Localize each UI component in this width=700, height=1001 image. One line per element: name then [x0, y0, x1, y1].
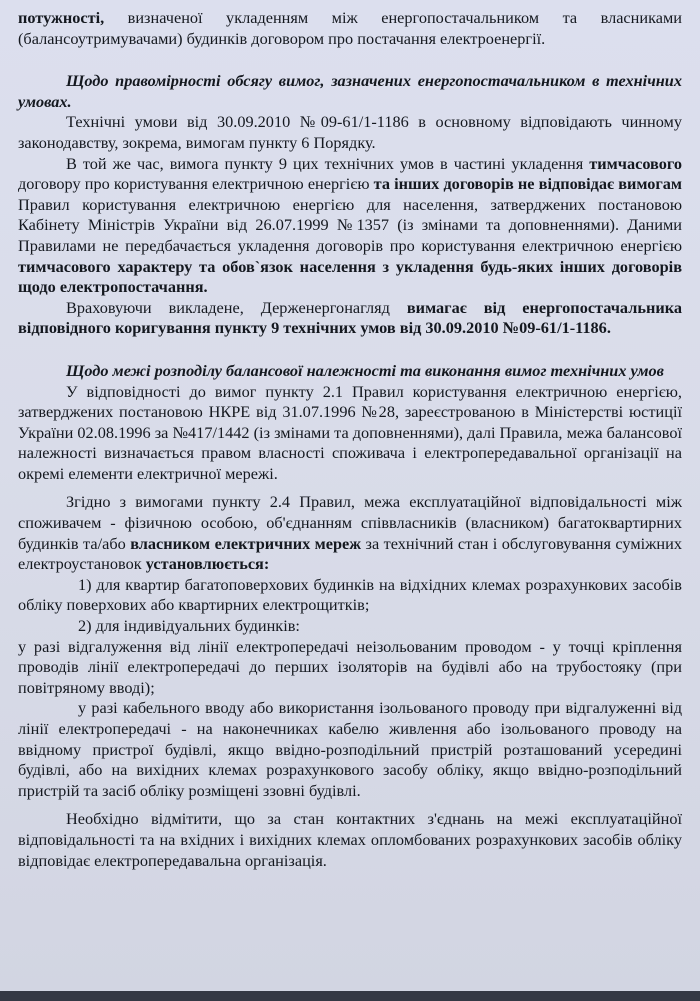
- bold-run: установлюється:: [145, 554, 270, 574]
- text-run: Правил користування електричною енергією для населення, затверджених постановою Кабінету Міністрів України від 26.07.1999 №1357 (із змінами та доповненнями). Даними Правилами не передбачається укладення договорів про користування електричною енергією: [18, 194, 682, 255]
- bold-run: вимагає від енергопостачальника відповідного коригування пункту 9 технічних умов від 30.09.2010 №09-61/1-1186.: [18, 297, 682, 338]
- bold-run: та інших договорів не відповідає вимогам: [373, 174, 683, 194]
- paragraph-rules-2-1: У відповідності до вимог пункту 2.1 Правил користування електричною енергією, затверджених постановою НКРЕ від 31.07.1996 №28, зареєстрованою в Міністерстві юстиції України 02.08.1996 за №417/1442 (із змінами та доповненнями), далі Правила, межа балансової належності визначається правом власності споживача і електропередавальної організації на окремі елементи електричної мережі.: [18, 381, 682, 483]
- paragraph-contacts-responsibility: Необхідно відмітити, що за стан контактних з'єднань на межі експлуатаційної відповідальності та на вхідних і вихідних клемах опломбованих розрахункових засобів обліку відповідає електропередавальна організація.: [18, 809, 682, 870]
- text-run: Враховуючи викладене, Держенергонагляд: [66, 297, 407, 317]
- list-item-individual-houses: 2) для індивідуальних будинків:: [78, 616, 300, 636]
- bold-run: тимчасового: [589, 153, 682, 173]
- intro-paragraph: [18, 8, 682, 49]
- paragraph-temporary-contract: [18, 154, 682, 298]
- intro-text: визначеної укладенням між енергопостачальником та власниками (балансоутримувачами) будинків договором про постачання електроенергії.: [18, 8, 682, 48]
- list-subitem-cable: у разі кабельного вводу або використання ізольованого проводу при відгалуженні від лінії електропередачі - на наконечниках кабелю живлення або ізольованого проводу на ввідному пристрої будівлі, якщо ввідно-розподільний пристрій розташований усередині будівлі, або на вихідних клемах розрахункового засобу обліку, якщо ввідно-розподільний пристрій та засіб обліку розміщені ззовні будівлі.: [18, 698, 682, 800]
- text-run: Згідно з вимогами пункту 2.4 Правил, межа експлуатаційної відповідальності між споживачем - фізичною особою, об'єднанням співвласників (власником) багатоквартирних будинків та/або: [18, 492, 682, 553]
- paragraph-tech-conditions: Технічні умови від 30.09.2010 №09-61/1-1186 в основному відповідають чинному законодавству, зокрема, вимогам пункту 6 Порядку.: [18, 112, 682, 152]
- intro-bold: потужності,: [18, 8, 105, 27]
- bold-run: власником електричних мереж: [130, 533, 362, 553]
- paragraph-requirement: [18, 298, 682, 339]
- bold-run: тимчасового характеру та обов`язок населення з укладення будь-яких інших договорів щодо електропостачання.: [18, 256, 682, 297]
- text-run: за технічний стан і обслуговування суміжних електроустановок: [18, 533, 682, 574]
- paragraph-rules-2-4: [18, 492, 682, 574]
- section-heading-scope: Щодо правомірності обсягу вимог, зазначених енергопостачальником в технічних умовах.: [18, 71, 682, 111]
- section-heading-balance-boundary: Щодо межі розподілу балансової належності та виконання вимог технічних умов: [66, 360, 664, 380]
- list-subitem-overhead: у разі відгалуження від лінії електропередачі неізольованим проводом - у точці кріплення проводів лінії електропередачі до перших ізоляторів на будівлі або на трубостояку (при повітряному вводі);: [18, 636, 682, 697]
- text-run: договору про користування електричною енергією: [18, 174, 374, 194]
- text-run: В той же час, вимога пункту 9 цих технічних умов в частині укладення: [66, 153, 590, 173]
- list-item-apartments: 1) для квартир багатоповерхових будинків на відхідних клемах розрахункових засобів обліку поверхових або квартирних електрощитків;: [18, 574, 682, 615]
